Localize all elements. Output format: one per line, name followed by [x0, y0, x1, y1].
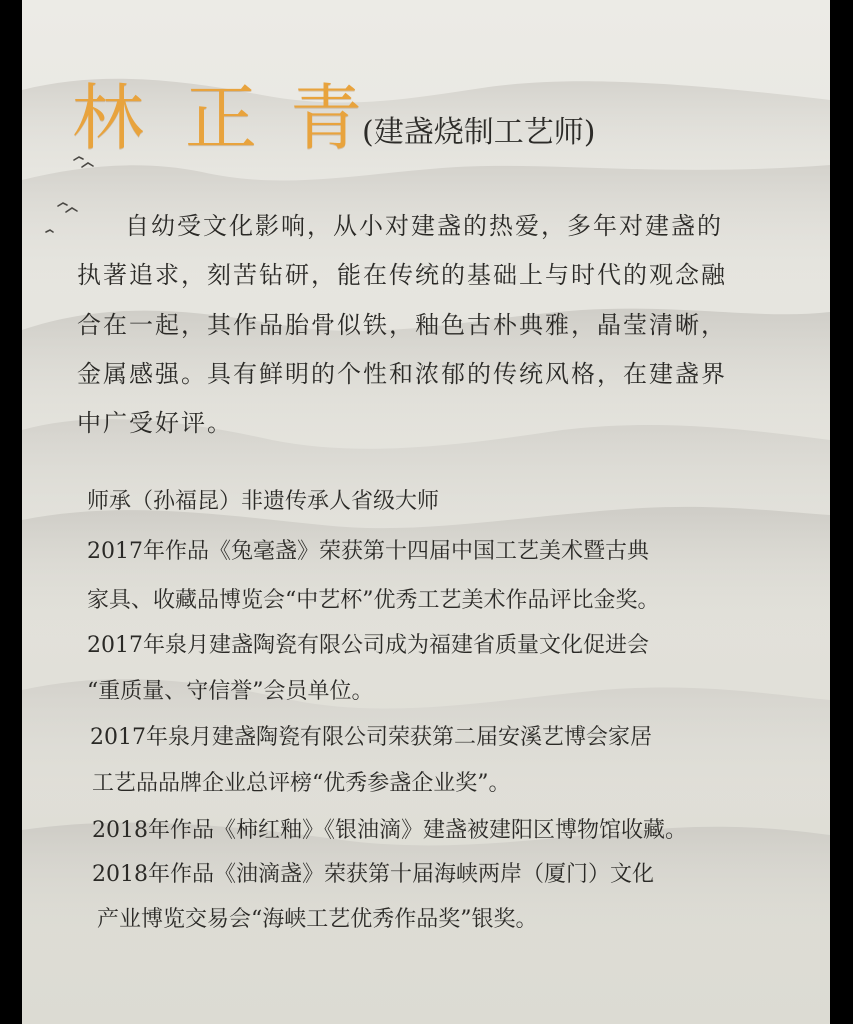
award-line: 工艺品品牌企业总评榜“优秀参盏企业奖”。	[92, 771, 511, 796]
artist-name-char: 青	[290, 76, 363, 160]
award-line: 2018年作品《油滴盏》荣获第十届海峡两岸（厦门）文化	[92, 862, 654, 887]
intro-line: 合在一起，其作品胎骨似铁，釉色古朴典雅，晶莹清晰，	[77, 310, 727, 339]
intro-line: 自幼受文化影响，从小对建盏的热爱，多年对建盏的	[125, 212, 723, 240]
award-line: 2017年泉月建盏陶瓷有限公司荣获第二届安溪艺博会家居	[90, 725, 652, 750]
mentor-line: 师承（孙福昆）非遗传承人省级大师	[87, 489, 440, 514]
page	[22, 0, 830, 1024]
award-line: 家具、收藏品博览会“中艺杯”优秀工艺美术作品评比金奖。	[87, 588, 660, 613]
award-line: 2018年作品《柿红釉》《银油滴》建盏被建阳区博物馆收藏。	[92, 818, 687, 843]
award-line: 2017年泉月建盏陶瓷有限公司成为福建省质量文化促进会	[87, 633, 649, 658]
intro-line: 中广受好评。	[77, 409, 233, 438]
award-line: 2017年作品《兔毫盏》荣获第十四届中国工艺美术暨古典	[87, 539, 649, 564]
award-line: 产业博览交易会“海峡工艺优秀作品奖”银奖。	[97, 907, 538, 932]
intro-line: 执著追求，刻苦钻研，能在传统的基础上与时代的观念融	[77, 261, 727, 290]
artist-name-char: 林	[72, 76, 145, 160]
award-line: “重质量、守信誉”会员单位。	[87, 679, 374, 704]
artist-title-subtitle: (建盏烧制工艺师)	[362, 115, 596, 150]
artist-name-char: 正	[185, 76, 258, 160]
achievements-list	[22, 0, 830, 1024]
intro-line: 金属感强。具有鲜明的个性和浓郁的传统风格，在建盏界	[77, 359, 727, 388]
